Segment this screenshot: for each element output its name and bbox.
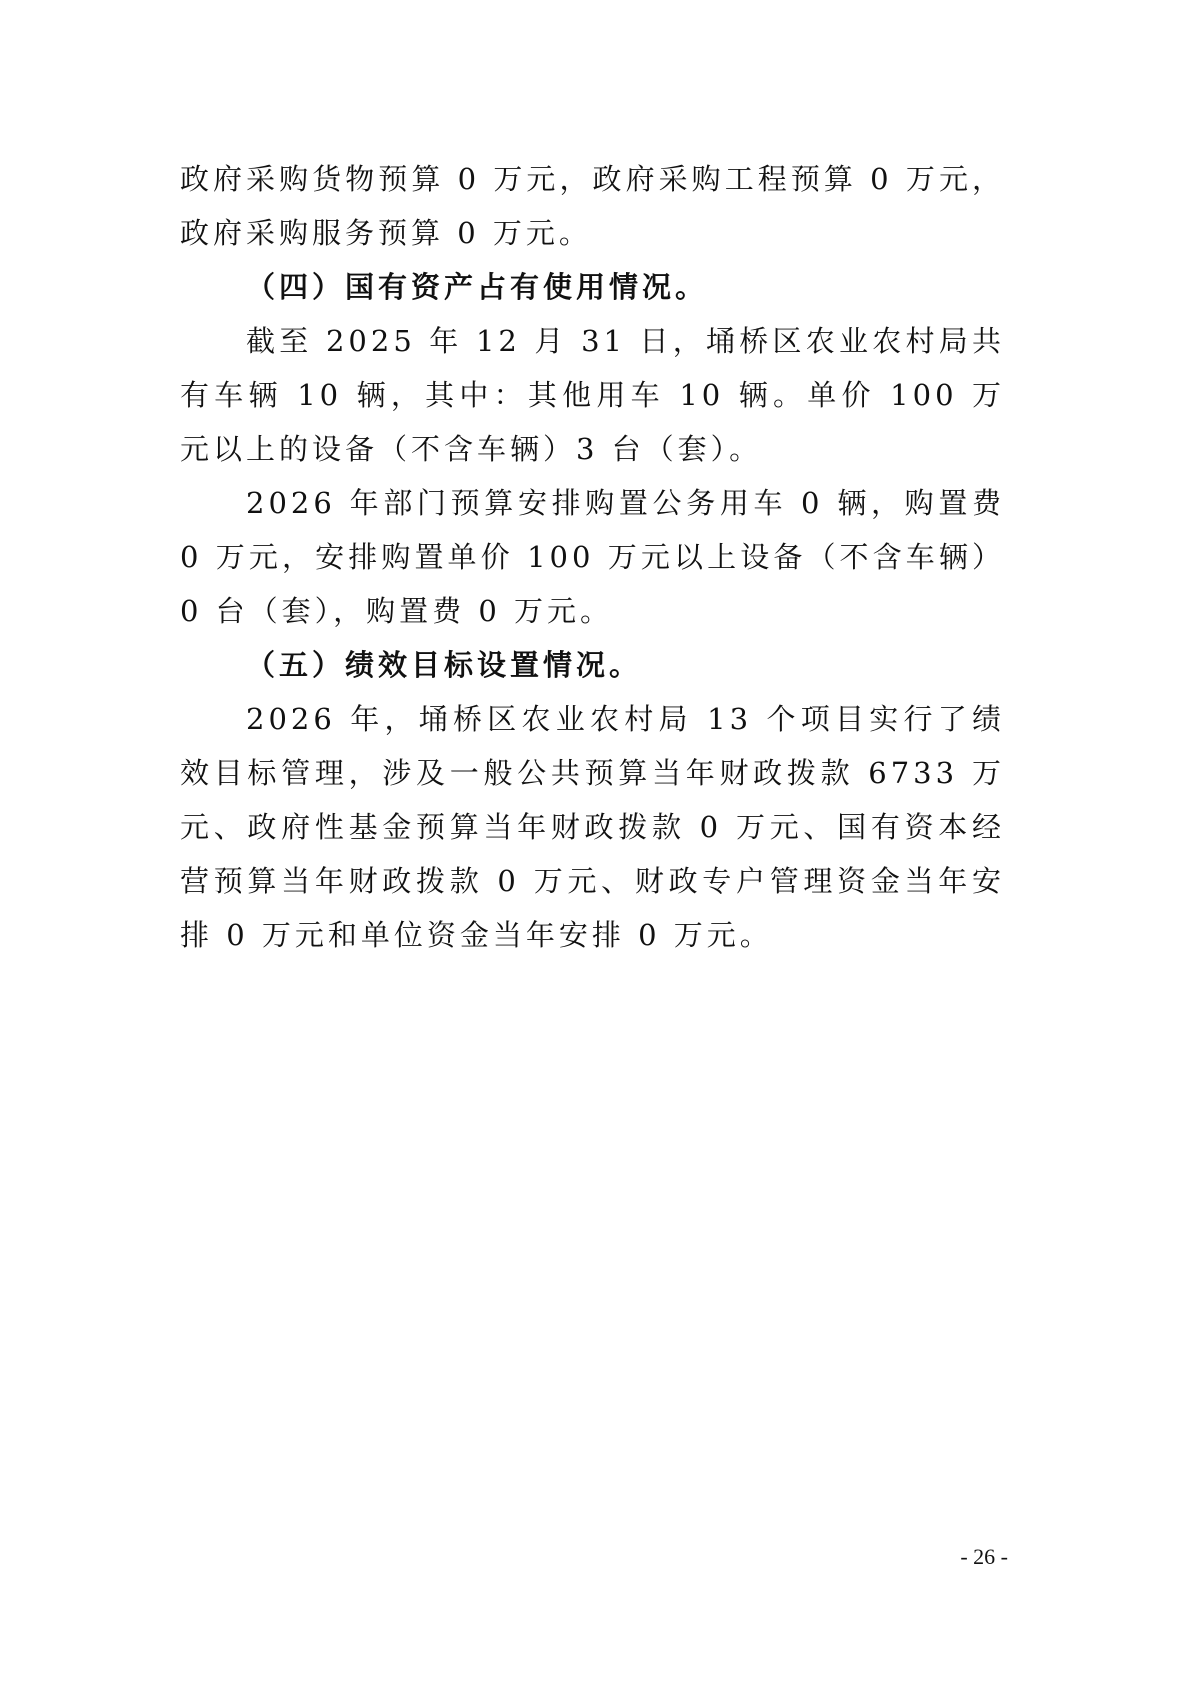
section-heading-state-assets: （四）国有资产占有使用情况。: [246, 270, 709, 304]
page-number: - 26 -: [960, 1544, 1008, 1569]
document-body: [180, 152, 1005, 962]
paragraph-vehicle-holdings: 截至 2025 年 12 月 31 日，埇桥区农业农村局共有车辆 10 辆，其中：其他用车 10 辆。单价 100 万元以上的设备（不含车辆）3 台（套）。: [180, 324, 1005, 466]
paragraph-performance-goals: 2026 年，埇桥区农业农村局 13 个项目实行了绩效目标管理，涉及一般公共预算当年财政拨款 6733 万元、政府性基金预算当年财政拨款 0 万元、国有资本经营预算当年财政拨款 0 万元、财政专户管理资金当年安排 0 万元和单位资金当年安排 0 万元。: [180, 702, 1005, 952]
section-heading-performance-goals: （五）绩效目标设置情况。: [246, 648, 643, 682]
paragraph-procurement-budget: 政府采购货物预算 0 万元，政府采购工程预算 0 万元，政府采购服务预算 0 万元。: [180, 162, 1005, 250]
paragraph-vehicle-purchase-plan: 2026 年部门预算安排购置公务用车 0 辆，购置费 0 万元，安排购置单价 100 万元以上设备（不含车辆）0 台（套），购置费 0 万元。: [180, 486, 1005, 628]
